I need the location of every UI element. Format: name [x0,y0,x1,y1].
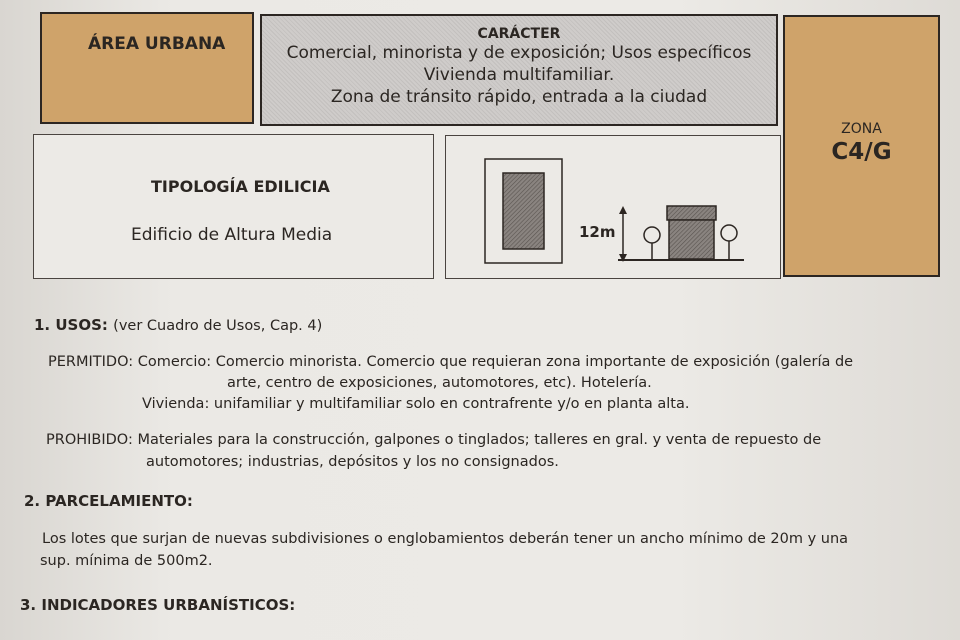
prohibido-text-1: Materiales para la construcción, galpones o tinglados; talleres en gral. y venta de repuesto de [137,432,822,448]
indicadores-number: 3. [20,596,37,614]
usos-number: 1. [34,316,51,334]
usos-title: USOS: [55,316,108,334]
height-label: 12m [579,223,616,241]
section-usos [34,316,322,334]
section-parcelamiento [24,492,193,510]
indicadores-title: INDICADORES URBANÍSTICOS: [41,596,296,614]
caracter-line-3: Zona de tránsito rápido, entrada a la ciudad [330,87,708,107]
diagram-box [445,135,781,279]
permitido-line-2: arte, centro de exposiciones, automotores, etc). Hotelería. [227,375,652,391]
zona-code: C4/G [831,139,892,165]
tree-icon [644,227,660,260]
area-urbana-box [40,12,254,124]
parcelamiento-title: PARCELAMIENTO: [45,492,193,510]
building-elevation-icon [667,206,716,259]
prohibido-line-2: automotores; industrias, depósitos y los no consignados. [146,454,559,470]
height-arrow-icon [619,206,627,262]
tipologia-value: Edificio de Altura Media [131,225,333,245]
tipologia-box [33,134,434,279]
caracter-line-2: Vivienda multifamiliar. [423,65,615,85]
prohibido-label: PROHIBIDO: [46,432,133,448]
tree-icon [721,225,737,260]
building-diagram [446,136,779,277]
permitido-text-1: Comercio: Comercio minorista. Comercio que requieran zona importante de exposición (galería de [137,354,854,370]
caracter-line-1: Comercial, minorista y de exposición; Usos específicos [286,43,752,63]
usos-reference: (ver Cuadro de Usos, Cap. 4) [113,318,323,334]
area-urbana-label: ÁREA URBANA [88,34,226,54]
caracter-box [260,14,778,126]
parcelamiento-line-2: sup. mínima de 500m2. [40,553,213,569]
zona-box [783,15,940,277]
section-indicadores [20,596,295,614]
permitido-label: PERMITIDO: [48,354,134,370]
permitido-line-1 [48,354,853,370]
prohibido-line-1 [46,432,821,448]
caracter-title: CARÁCTER [477,26,561,42]
parcelamiento-line-1: Los lotes que surjan de nuevas subdivisiones o englobamientos deberán tener un ancho mínimo de 20m y una [42,531,849,547]
plan-view-icon [485,159,562,263]
zona-label: ZONA [841,121,882,137]
parcelamiento-number: 2. [24,492,41,510]
permitido-line-3: Vivienda: unifamiliar y multifamiliar solo en contrafrente y/o en planta alta. [142,396,690,412]
tipologia-title: TIPOLOGÍA EDILICIA [151,177,330,196]
